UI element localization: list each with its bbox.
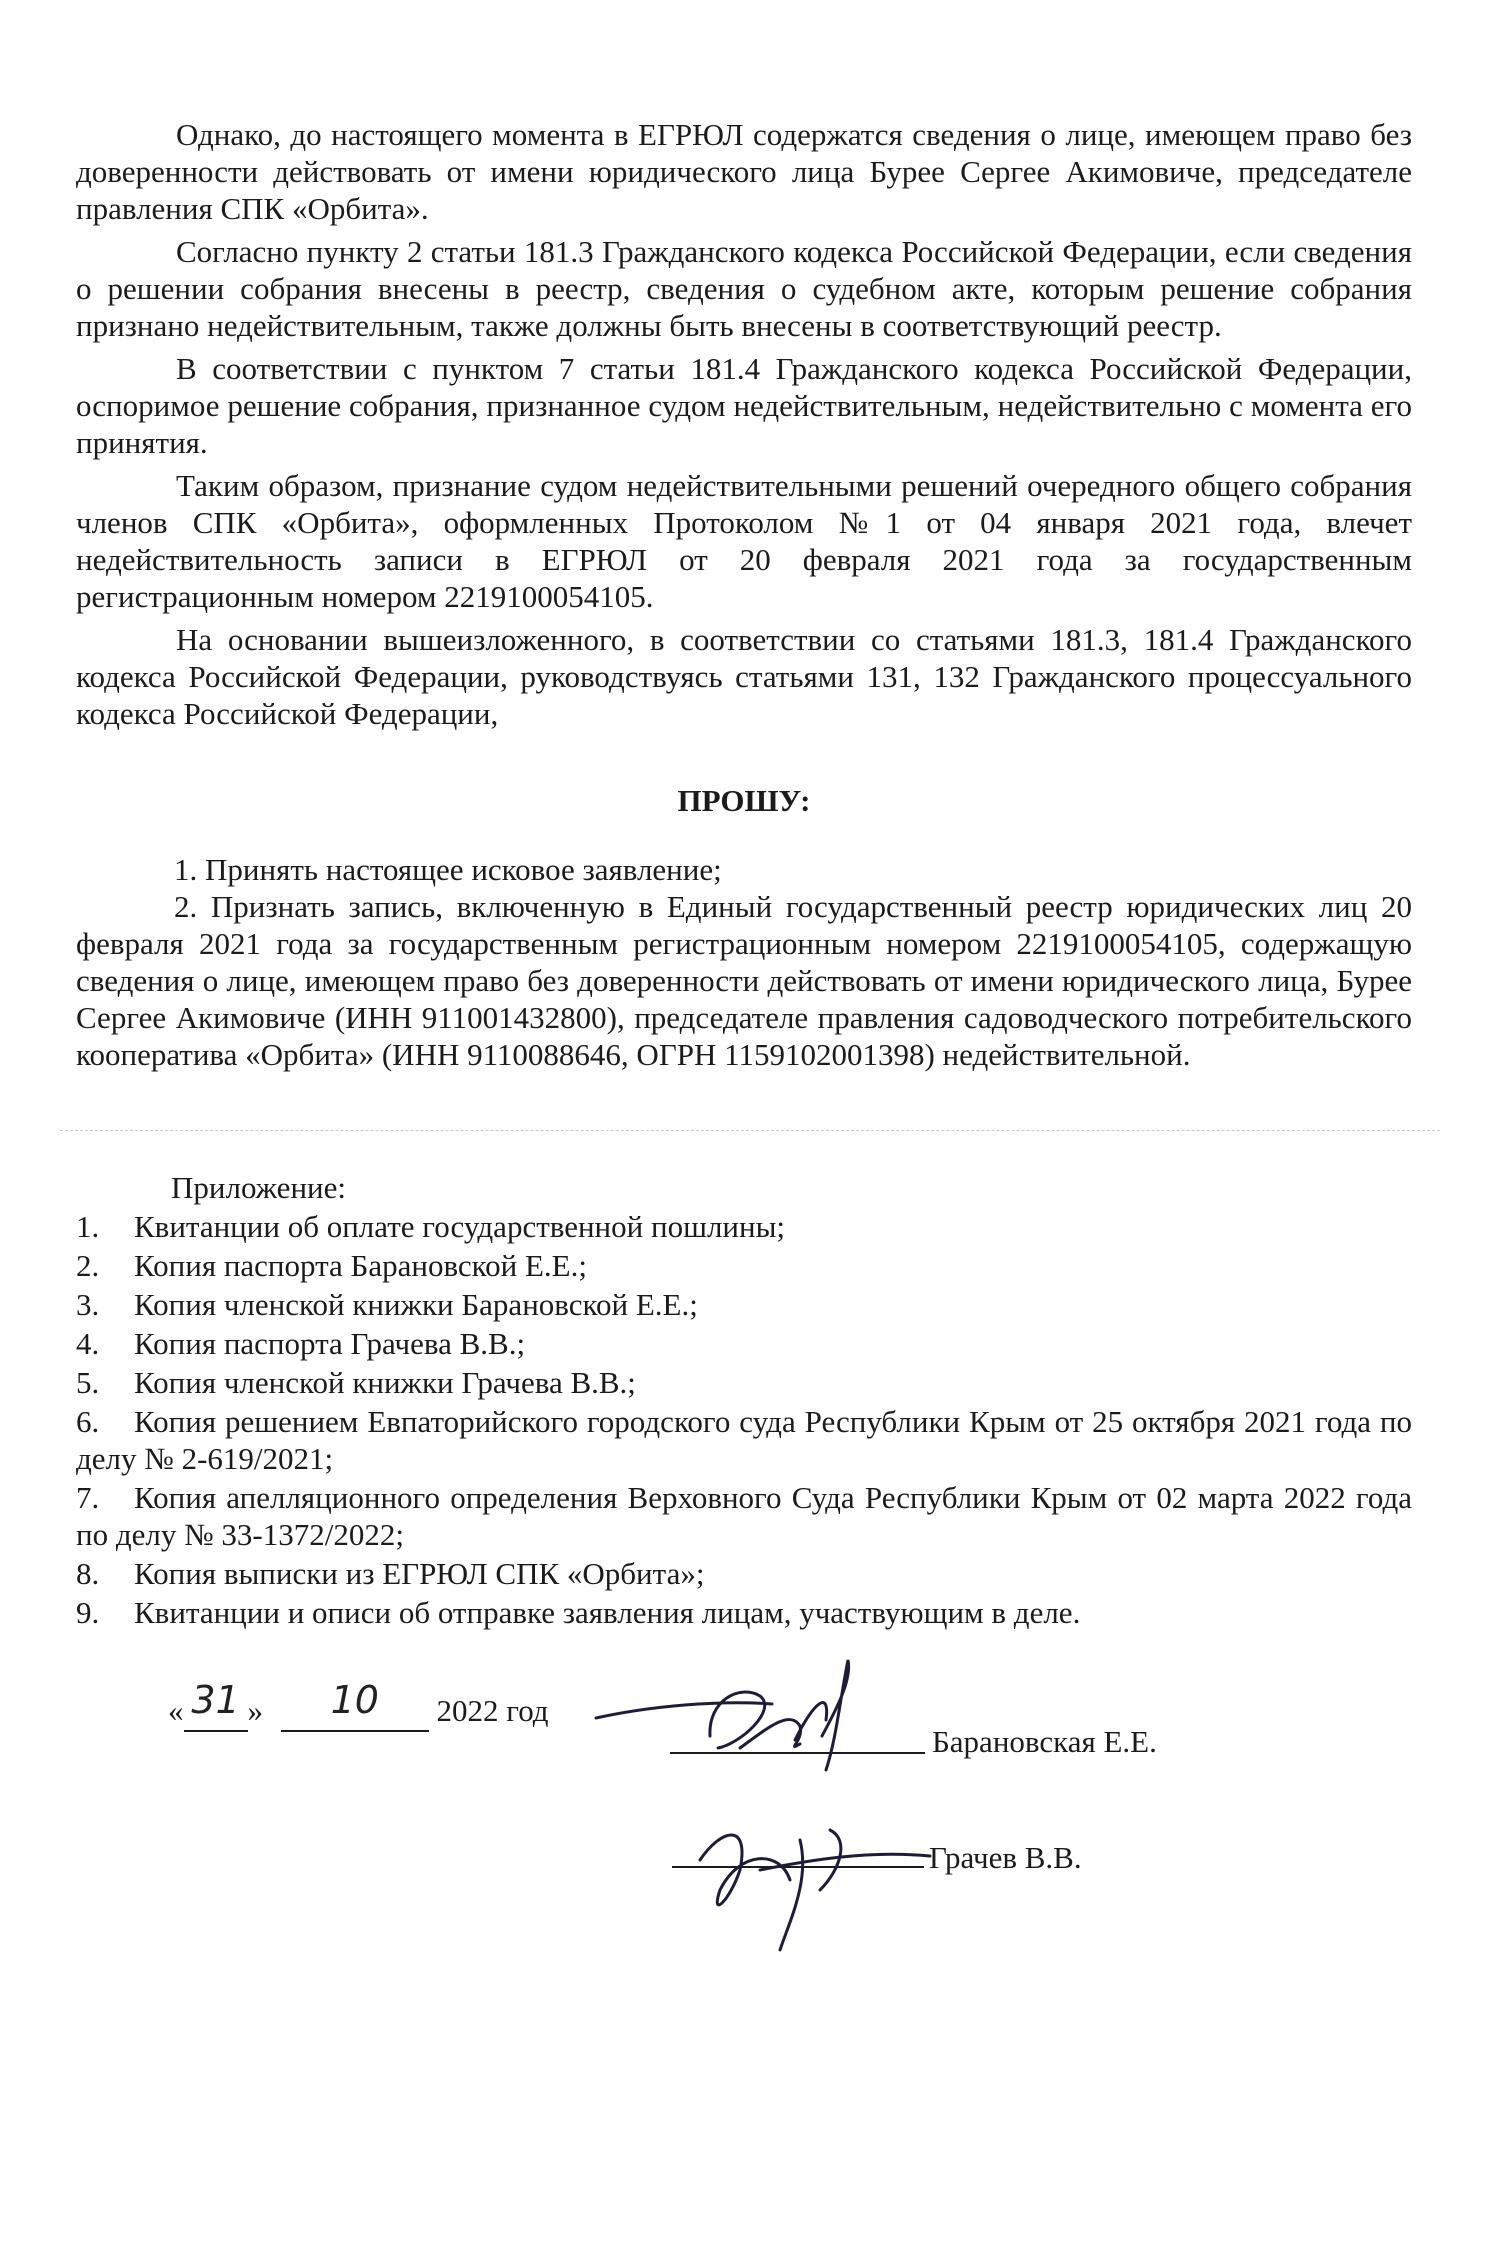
request-text: Признать запись, включенную в Единый государственный реестр юридических лиц 20 февраля 2021 года за государственным регистрационным номером 2219100054105, содержащую сведения о лице, имеющем право без доверенности действовать от имени юридического лица, Бурее Сергее Акимовиче (ИНН 911001432800), председателе правления садоводческого потребительского кооператива «Орбита» (ИНН 9110088646, ОГРН 1159102001398) недействительной. [76,889,1412,1072]
date-year: 2022 год [436,1693,549,1728]
paragraph-5: На основании вышеизложенного, в соответствии со статьями 181.3, 181.4 Гражданского кодекса Российской Федерации, руководствуясь статьями 131, 132 Гражданского процессуального кодекса Российской Федерации, [76,622,1412,731]
appendix-text: Копия паспорта Грачева В.В.; [134,1326,526,1361]
date-close-quote: » [247,1693,263,1728]
appendix-item-3 [76,1286,1412,1323]
date-day-field [184,1678,248,1732]
appendix-item-2 [76,1247,1412,1284]
document-body [76,116,1412,1633]
paragraph-1: Однако, до настоящего момента в ЕГРЮЛ содержатся сведения о лице, имеющем право без доверенности действовать от имени юридического лица Бурее Сергее Акимовиче, председателе правления СПК «Орбита». [76,117,1412,226]
request-item-2 [76,888,1412,1073]
appendix-item-6 [76,1403,1412,1477]
signer-1-name: Барановская Е.Е. [932,1724,1157,1759]
appendix-text: Копия выписки из ЕГРЮЛ СПК «Орбита»; [134,1556,705,1591]
appendix-number: 4. [76,1326,100,1361]
appendix-text: Квитанции и описи об отправке заявления лицам, участвующим в деле. [134,1595,1081,1630]
request-number: 1. [174,852,198,887]
appendix-number: 3. [76,1287,100,1322]
appendix-item-8 [76,1555,1412,1592]
appendix-number: 5. [76,1365,100,1400]
appendix-list [76,1208,1412,1631]
appendix-number: 9. [76,1595,100,1630]
appendix-item-4 [76,1325,1412,1362]
request-text: Принять настоящее исковое заявление; [205,852,722,887]
paragraph-4: Таким образом, признание судом недействительными решений очередного общего собрания членов СПК «Орбита», оформленных Протоколом №1 от 04 января 2021 года, влечет недействительность записи в ЕГРЮЛ от 20 февраля 2021 года за государственным регистрационным номером 2219100054105. [76,468,1412,614]
appendix-text: Копия апелляционного определения Верховного Суда Республики Крым от 02 марта 2022 года по делу № 33-1372/2022; [76,1480,1412,1552]
signature-area [0,1640,1500,1970]
appendix-item-9 [76,1594,1412,1631]
appendix-item-1 [76,1208,1412,1245]
request-item-1 [76,851,1412,888]
scan-artifact [60,1130,1440,1131]
appendix-number: 1. [76,1209,100,1244]
date-month-field [281,1678,429,1732]
signer-2-name: Грачев В.В. [929,1840,1082,1875]
appendix-title: Приложение: [171,1170,346,1205]
signature-1-mark [590,1640,890,1780]
paragraph-3: В соответствии с пунктом 7 статьи 181.4 Гражданского кодекса Российской Федерации, оспоримое решение собрания, признанное судом недействительным, недействительно с момента его принятия. [76,351,1412,460]
date-day: 31 [191,1678,240,1722]
date-open-quote: « [168,1693,184,1728]
appendix-text: Копия паспорта Барановской Е.Е.; [134,1248,587,1283]
appendix-number: 7. [76,1480,100,1515]
date-line [168,1678,549,1732]
appendix-item-5 [76,1364,1412,1401]
appendix-text: Копия решением Евпаторийского городского суда Республики Крым от 25 октября 2021 года по делу № 2-619/2021; [76,1404,1412,1476]
paragraph-2: Согласно пункту 2 статьи 181.3 Гражданского кодекса Российской Федерации, если сведения о решении собрания внесены в реестр, сведения о судебном акте, которым решение собрания признано недействительным, также должны быть внесены в соответствующий реестр. [76,234,1412,343]
appendix-text: Квитанции об оплате государственной пошлины; [134,1209,786,1244]
appendix-item-7 [76,1479,1412,1553]
appendix-number: 2. [76,1248,100,1283]
appendix-number: 8. [76,1556,100,1591]
appendix-text: Копия членской книжки Барановской Е.Е.; [134,1287,698,1322]
appendix-text: Копия членской книжки Грачева В.В.; [134,1365,636,1400]
signature-2-mark [680,1810,940,1960]
request-number: 2. [174,889,198,924]
date-month: 10 [330,1678,379,1722]
request-heading: ПРОШУ: [677,783,811,818]
appendix-number: 6. [76,1404,100,1439]
